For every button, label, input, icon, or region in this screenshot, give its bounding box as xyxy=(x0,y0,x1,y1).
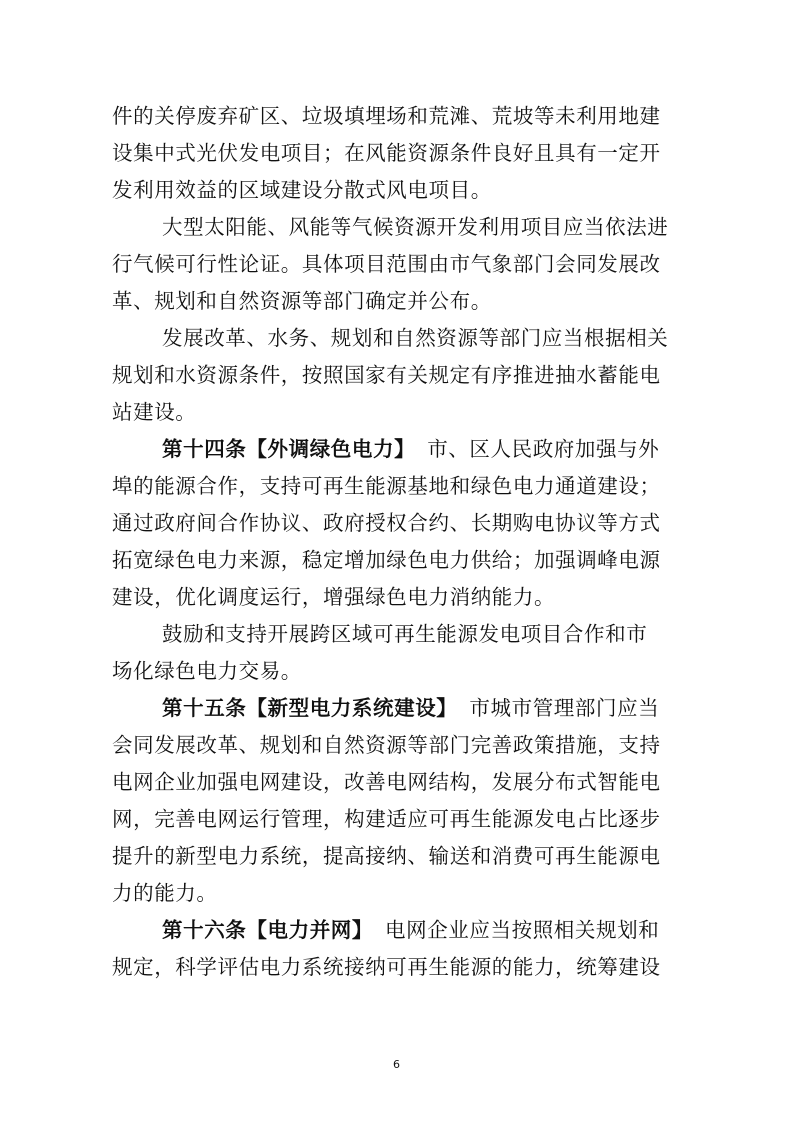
page-number: 6 xyxy=(393,1058,400,1071)
paragraph xyxy=(112,98,682,209)
text-line: 件的关停废弃矿区、垃圾填埋场和荒滩、荒坡等未利用地建 xyxy=(112,104,661,128)
text-line: 设集中式光伏发电项目；在风能资源条件良好且具有一定开 xyxy=(112,141,661,165)
article-14 xyxy=(112,431,682,616)
text-line xyxy=(112,690,682,727)
text-line: 通过政府间合作协议、政府授权合约、长期购电协议等方式 xyxy=(112,511,661,535)
text-line: 拓宽绿色电力来源，稳定增加绿色电力供给；加强调峰电源 xyxy=(112,548,661,572)
article-heading: 第十四条【外调绿色电力】 xyxy=(162,437,416,461)
paragraph xyxy=(112,616,682,690)
text-line xyxy=(112,431,682,468)
article-text: 电网企业应当按照相关规划和 xyxy=(385,918,660,942)
text-line: 电网企业加强电网建设，改善电网结构，发展分布式智能电 xyxy=(112,770,661,794)
text-line: 网，完善电网运行管理，构建适应可再生能源发电占比逐步 xyxy=(112,807,661,831)
paragraph xyxy=(112,320,682,431)
article-text: 市城市管理部门应当 xyxy=(469,696,660,720)
text-line: 大型太阳能、风能等气候资源开发利用项目应当依法进 xyxy=(162,215,669,239)
text-line: 提升的新型电力系统，提高接纳、输送和消费可再生能源电 xyxy=(112,844,661,868)
text-line: 行气候可行性论证。具体项目范围由市气象部门会同发展改 xyxy=(112,252,661,276)
text-line: 力的能力。 xyxy=(112,881,218,905)
article-text: 市、区人民政府加强与外 xyxy=(427,437,660,461)
text-line: 会同发展改革、规划和自然资源等部门完善政策措施，支持 xyxy=(112,733,661,757)
text-line: 站建设。 xyxy=(112,400,197,424)
text-line: 场化绿色电力交易。 xyxy=(112,659,302,683)
text-line: 发展改革、水务、规划和自然资源等部门应当根据相关 xyxy=(162,326,669,350)
text-line: 发利用效益的区域建设分散式风电项目。 xyxy=(112,178,492,202)
paragraph xyxy=(112,209,682,320)
article-16 xyxy=(112,912,682,986)
text-line: 规定，科学评估电力系统接纳可再生能源的能力，统筹建设 xyxy=(112,955,661,979)
article-heading: 第十五条【新型电力系统建设】 xyxy=(162,696,458,720)
text-line: 建设，优化调度运行，增强绿色电力消纳能力。 xyxy=(112,585,556,609)
text-line: 鼓励和支持开展跨区域可再生能源发电项目合作和市 xyxy=(162,622,648,646)
article-15 xyxy=(112,690,682,912)
text-line: 革、规划和自然资源等部门确定并公布。 xyxy=(112,289,492,313)
text-line: 埠的能源合作，支持可再生能源基地和绿色电力通道建设； xyxy=(112,474,661,498)
text-line: 规划和水资源条件，按照国家有关规定有序推进抽水蓄能电 xyxy=(112,363,661,387)
text-line xyxy=(112,912,682,949)
document-body xyxy=(112,98,682,986)
article-heading: 第十六条【电力并网】 xyxy=(162,918,373,942)
